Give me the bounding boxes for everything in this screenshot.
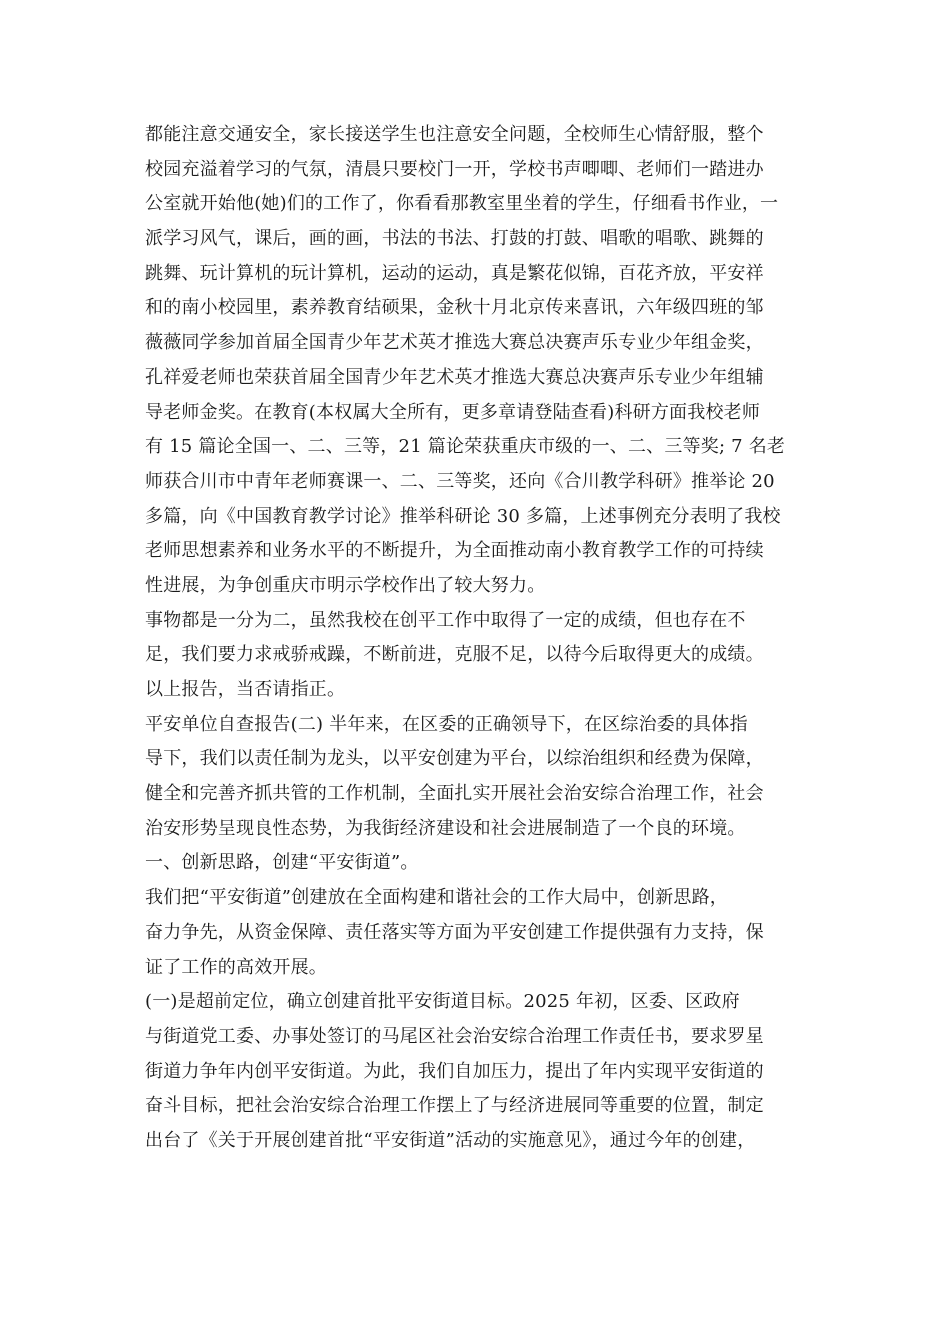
text-line: 孔祥爱老师也荣获首届全国青少年艺术英才推选大赛总决赛声乐专业少年组辅 bbox=[145, 366, 764, 388]
text-line: 薇薇同学参加首届全国青少年艺术英才推选大赛总决赛声乐专业少年组金奖， bbox=[145, 332, 764, 354]
text-line: 街道力争年内创平安街道。为此，我们自加压力，提出了年内实现平安街道的 bbox=[145, 1060, 764, 1082]
text-line: 都能注意交通安全，家长接送学生也注意安全问题，全校师生心情舒服，整个 bbox=[145, 124, 764, 145]
text-line: 奋斗目标，把社会治安综合治理工作摆上了与经济进展同等重要的位置，制定 bbox=[145, 1095, 764, 1117]
heading-line: 一、创新思路，创建“平安街道”。 bbox=[145, 852, 419, 874]
text-line: 跳舞、玩计算机的玩计算机，运动的运动，真是繁花似锦，百花齐放，平安祥 bbox=[145, 262, 764, 284]
text-line: 证了工作的高效开展。 bbox=[145, 956, 327, 978]
text-line: 派学习风气，课后，画的画，书法的书法、打鼓的打鼓、唱歌的唱歌、跳舞的 bbox=[145, 228, 764, 250]
text-line: 出台了《关于开展创建首批“平安街道”活动的实施意见》，通过今年的创建， bbox=[145, 1129, 756, 1151]
text-line: 与街道党工委、办事处签订的马尾区社会治安综合治理工作责任书，要求罗星 bbox=[145, 1025, 764, 1047]
paragraph-line: 我们把“平安街道”创建放在全面构建和谐社会的工作大局中，创新思路， bbox=[145, 887, 729, 909]
text-line: 多篇，向《中国教育教学讨论》推举科研论 30 多篇，上述事例充分表明了我校 bbox=[145, 505, 781, 527]
text-line: 奋力争先，从资金保障、责任落实等方面为平安创建工作提供强有力支持，保 bbox=[145, 921, 764, 943]
paragraph-line: 以上报告，当否请指正。 bbox=[145, 679, 346, 700]
section-title-line: 平安单位自查报告(二) 半年来，在区委的正确领导下，在区综治委的具体指 bbox=[145, 713, 748, 735]
text-line: 公室就开始他(她)们的工作了，你看看那教室里坐着的学生，仔细看书作业，一 bbox=[145, 193, 779, 215]
document-body bbox=[145, 118, 805, 1159]
text-line: 有 15 篇论全国一、二、三等，21 篇论荣获重庆市级的一、二、三等奖; 7 名老 bbox=[145, 436, 786, 458]
text-line: 性进展，为争创重庆市明示学校作出了较大努力。 bbox=[145, 574, 546, 596]
text-line: 老师思想素养和业务水平的不断提升，为全面推动南小教育教学工作的可持续 bbox=[145, 540, 764, 562]
text-line: 健全和完善齐抓共管的工作机制，全面扎实开展社会治安综合治理工作，社会 bbox=[145, 783, 764, 805]
text-line: 和的南小校园里，素养教育结硕果，金秋十月北京传来喜讯，六年级四班的邹 bbox=[145, 297, 764, 319]
text-line: 导下，我们以责任制为龙头，以平安创建为平台，以综治组织和经费为保障， bbox=[145, 748, 764, 770]
text-line: 足，我们要力求戒骄戒躁，不断前进，克服不足，以待今后取得更大的成绩。 bbox=[145, 644, 764, 666]
text-line: 校园充溢着学习的气氛，清晨只要校门一开，学校书声唧唧、老师们一踏进办 bbox=[145, 158, 764, 180]
text-line: 治安形势呈现良性态势，为我街经济建设和社会进展制造了一个良的环境。 bbox=[145, 817, 746, 839]
paragraph-line: (一)是超前定位，确立创建首批平安街道目标。2025 年初，区委、区政府 bbox=[145, 991, 740, 1013]
text-line: 导老师金奖。在教育(本权属大全所有，更多章请登陆查看)科研方面我校老师 bbox=[145, 401, 761, 423]
text-line: 师获合川市中青年老师赛课一、二、三等奖，还向《合川教学科研》推举论 20 bbox=[145, 470, 775, 492]
paragraph-line: 事物都是一分为二，虽然我校在创平工作中取得了一定的成绩，但也存在不 bbox=[145, 609, 746, 631]
